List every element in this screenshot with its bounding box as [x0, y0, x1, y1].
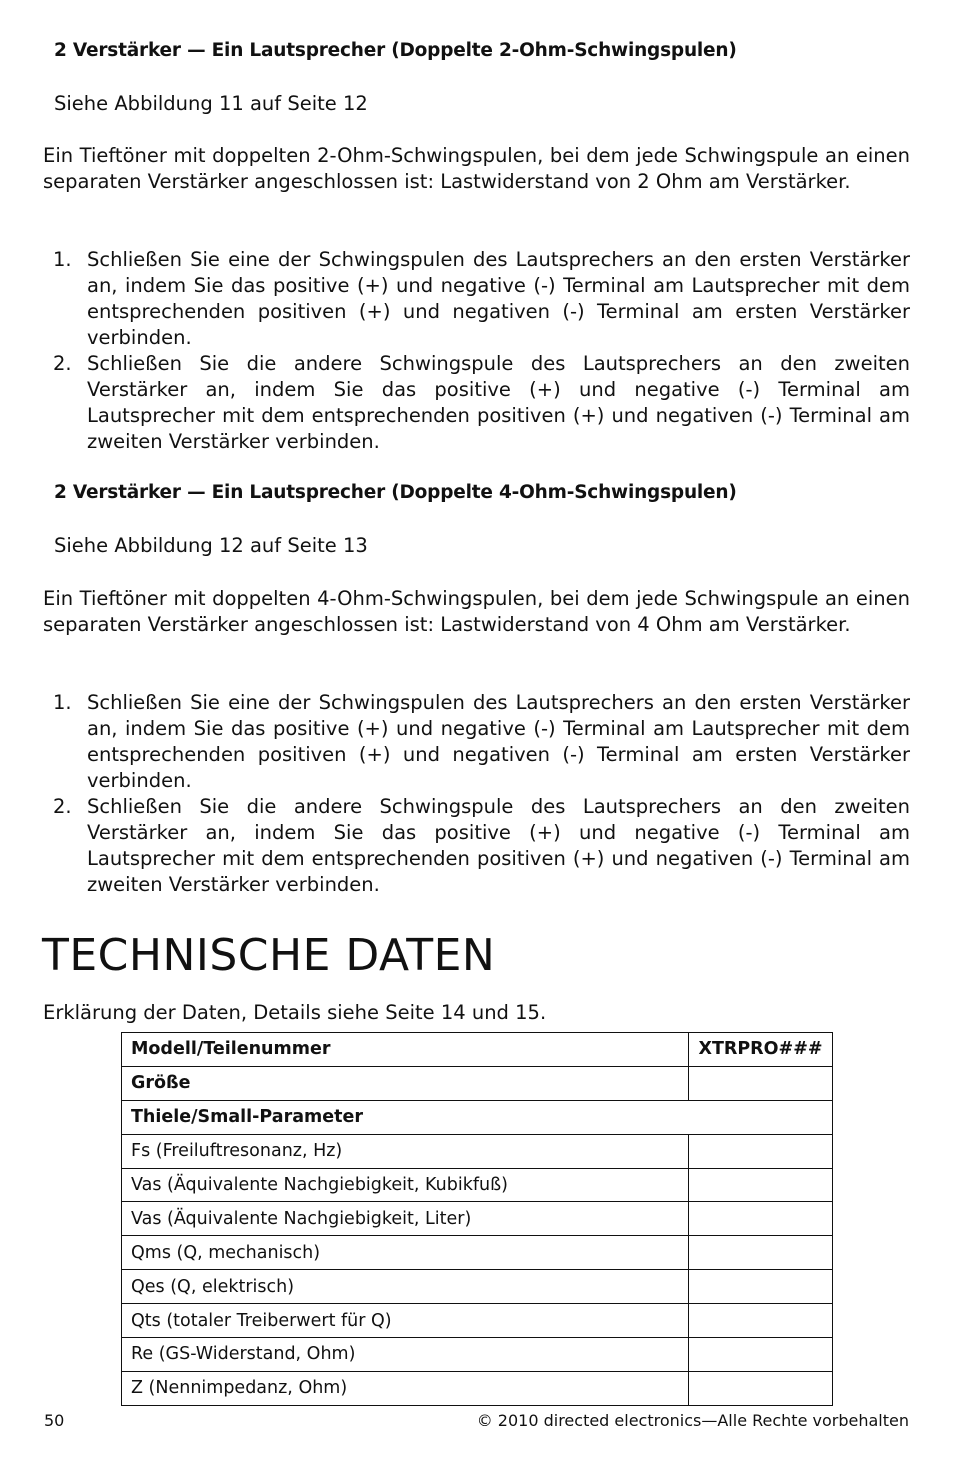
table-row [122, 1236, 833, 1270]
table-row [122, 1304, 833, 1338]
page-number: 50 [44, 1411, 65, 1430]
section1-description: Ein Tieftöner mit doppelten 2-Ohm-Schwingspulen, bei dem jede Schwingspule an einen separaten Verstärker angeschlossen ist: Lastwiderstand von 2 Ohm am Verstärker. [43, 144, 910, 193]
section1-reference: Siehe Abbildung 11 auf Seite 12 [54, 92, 368, 115]
table-row [122, 1134, 833, 1168]
param-label: Vas (Äquivalente Nachgiebigkeit, Kubikfuß) [122, 1168, 689, 1202]
ts-parameters-label: Thiele/Small-Parameter [122, 1100, 833, 1134]
param-label: Fs (Freiluftresonanz, Hz) [122, 1134, 689, 1168]
list-item [43, 351, 910, 455]
specs-title: TECHNISCHE DATEN [42, 930, 496, 981]
table-row [122, 1202, 833, 1236]
param-label: Vas (Äquivalente Nachgiebigkeit, Liter) [122, 1202, 689, 1236]
param-value [689, 1236, 833, 1270]
table-row [122, 1033, 833, 1067]
specs-table [121, 1032, 833, 1406]
step-number: 1. [53, 691, 72, 714]
section1-steps [43, 247, 910, 455]
table-row [122, 1371, 833, 1405]
param-label: Qes (Q, elektrisch) [122, 1270, 689, 1304]
list-item [43, 690, 910, 794]
size-label: Größe [122, 1066, 689, 1100]
param-label: Qms (Q, mechanisch) [122, 1236, 689, 1270]
step-text: Schließen Sie die andere Schwingspule des Lautsprechers an den zweiten Verstärker an, indem Sie das positive (+) und negative (-) Terminal am Lautsprecher mit dem entsprechenden positiven (+) und negativen (-) Terminal am zweiten Verstärker verbinden. [87, 795, 910, 896]
param-value [689, 1304, 833, 1338]
step-number: 2. [53, 352, 72, 375]
step-number: 1. [53, 248, 72, 271]
param-value [689, 1338, 833, 1372]
section2-heading: 2 Verstärker — Ein Lautsprecher (Doppelte 4-Ohm-Schwingspulen) [54, 482, 737, 503]
table-row [122, 1270, 833, 1304]
section2-steps [43, 690, 910, 898]
param-value [689, 1371, 833, 1405]
table-row [122, 1338, 833, 1372]
table-row [122, 1168, 833, 1202]
list-item [43, 794, 910, 898]
step-text: Schließen Sie eine der Schwingspulen des Lautsprechers an den ersten Verstärker an, indem Sie das positive (+) und negative (-) Terminal am Lautsprecher mit dem entsprechenden positiven (+) und negativen (-) Terminal am ersten Verstärker verbinden. [87, 691, 910, 792]
param-label: Re (GS-Widerstand, Ohm) [122, 1338, 689, 1372]
size-value [689, 1066, 833, 1100]
section2-description: Ein Tieftöner mit doppelten 4-Ohm-Schwingspulen, bei dem jede Schwingspule an einen separaten Verstärker angeschlossen ist: Lastwiderstand von 4 Ohm am Verstärker. [43, 587, 910, 636]
param-value [689, 1202, 833, 1236]
table-row [122, 1066, 833, 1100]
copyright-notice: © 2010 directed electronics—Alle Rechte vorbehalten [476, 1411, 909, 1430]
list-item [43, 247, 910, 351]
param-value [689, 1168, 833, 1202]
step-text: Schließen Sie die andere Schwingspule des Lautsprechers an den zweiten Verstärker an, indem Sie das positive (+) und negative (-) Terminal am Lautsprecher mit dem entsprechenden positiven (+) und negativen (-) Terminal am zweiten Verstärker verbinden. [87, 352, 910, 453]
step-text: Schließen Sie eine der Schwingspulen des Lautsprechers an den ersten Verstärker an, indem Sie das positive (+) und negative (-) Terminal am Lautsprecher mit dem entsprechenden positiven (+) und negativen (-) Terminal am ersten Verstärker verbinden. [87, 248, 910, 349]
param-value [689, 1270, 833, 1304]
section1-heading: 2 Verstärker — Ein Lautsprecher (Doppelte 2-Ohm-Schwingspulen) [54, 40, 737, 61]
model-value: XTRPRO### [689, 1033, 833, 1067]
param-value [689, 1134, 833, 1168]
model-label: Modell/Teilenummer [122, 1033, 689, 1067]
step-number: 2. [53, 795, 72, 818]
table-row [122, 1100, 833, 1134]
specs-intro: Erklärung der Daten, Details siehe Seite 14 und 15. [43, 1001, 547, 1024]
section2-reference: Siehe Abbildung 12 auf Seite 13 [54, 534, 368, 557]
param-label: Z (Nennimpedanz, Ohm) [122, 1371, 689, 1405]
param-label: Qts (totaler Treiberwert für Q) [122, 1304, 689, 1338]
